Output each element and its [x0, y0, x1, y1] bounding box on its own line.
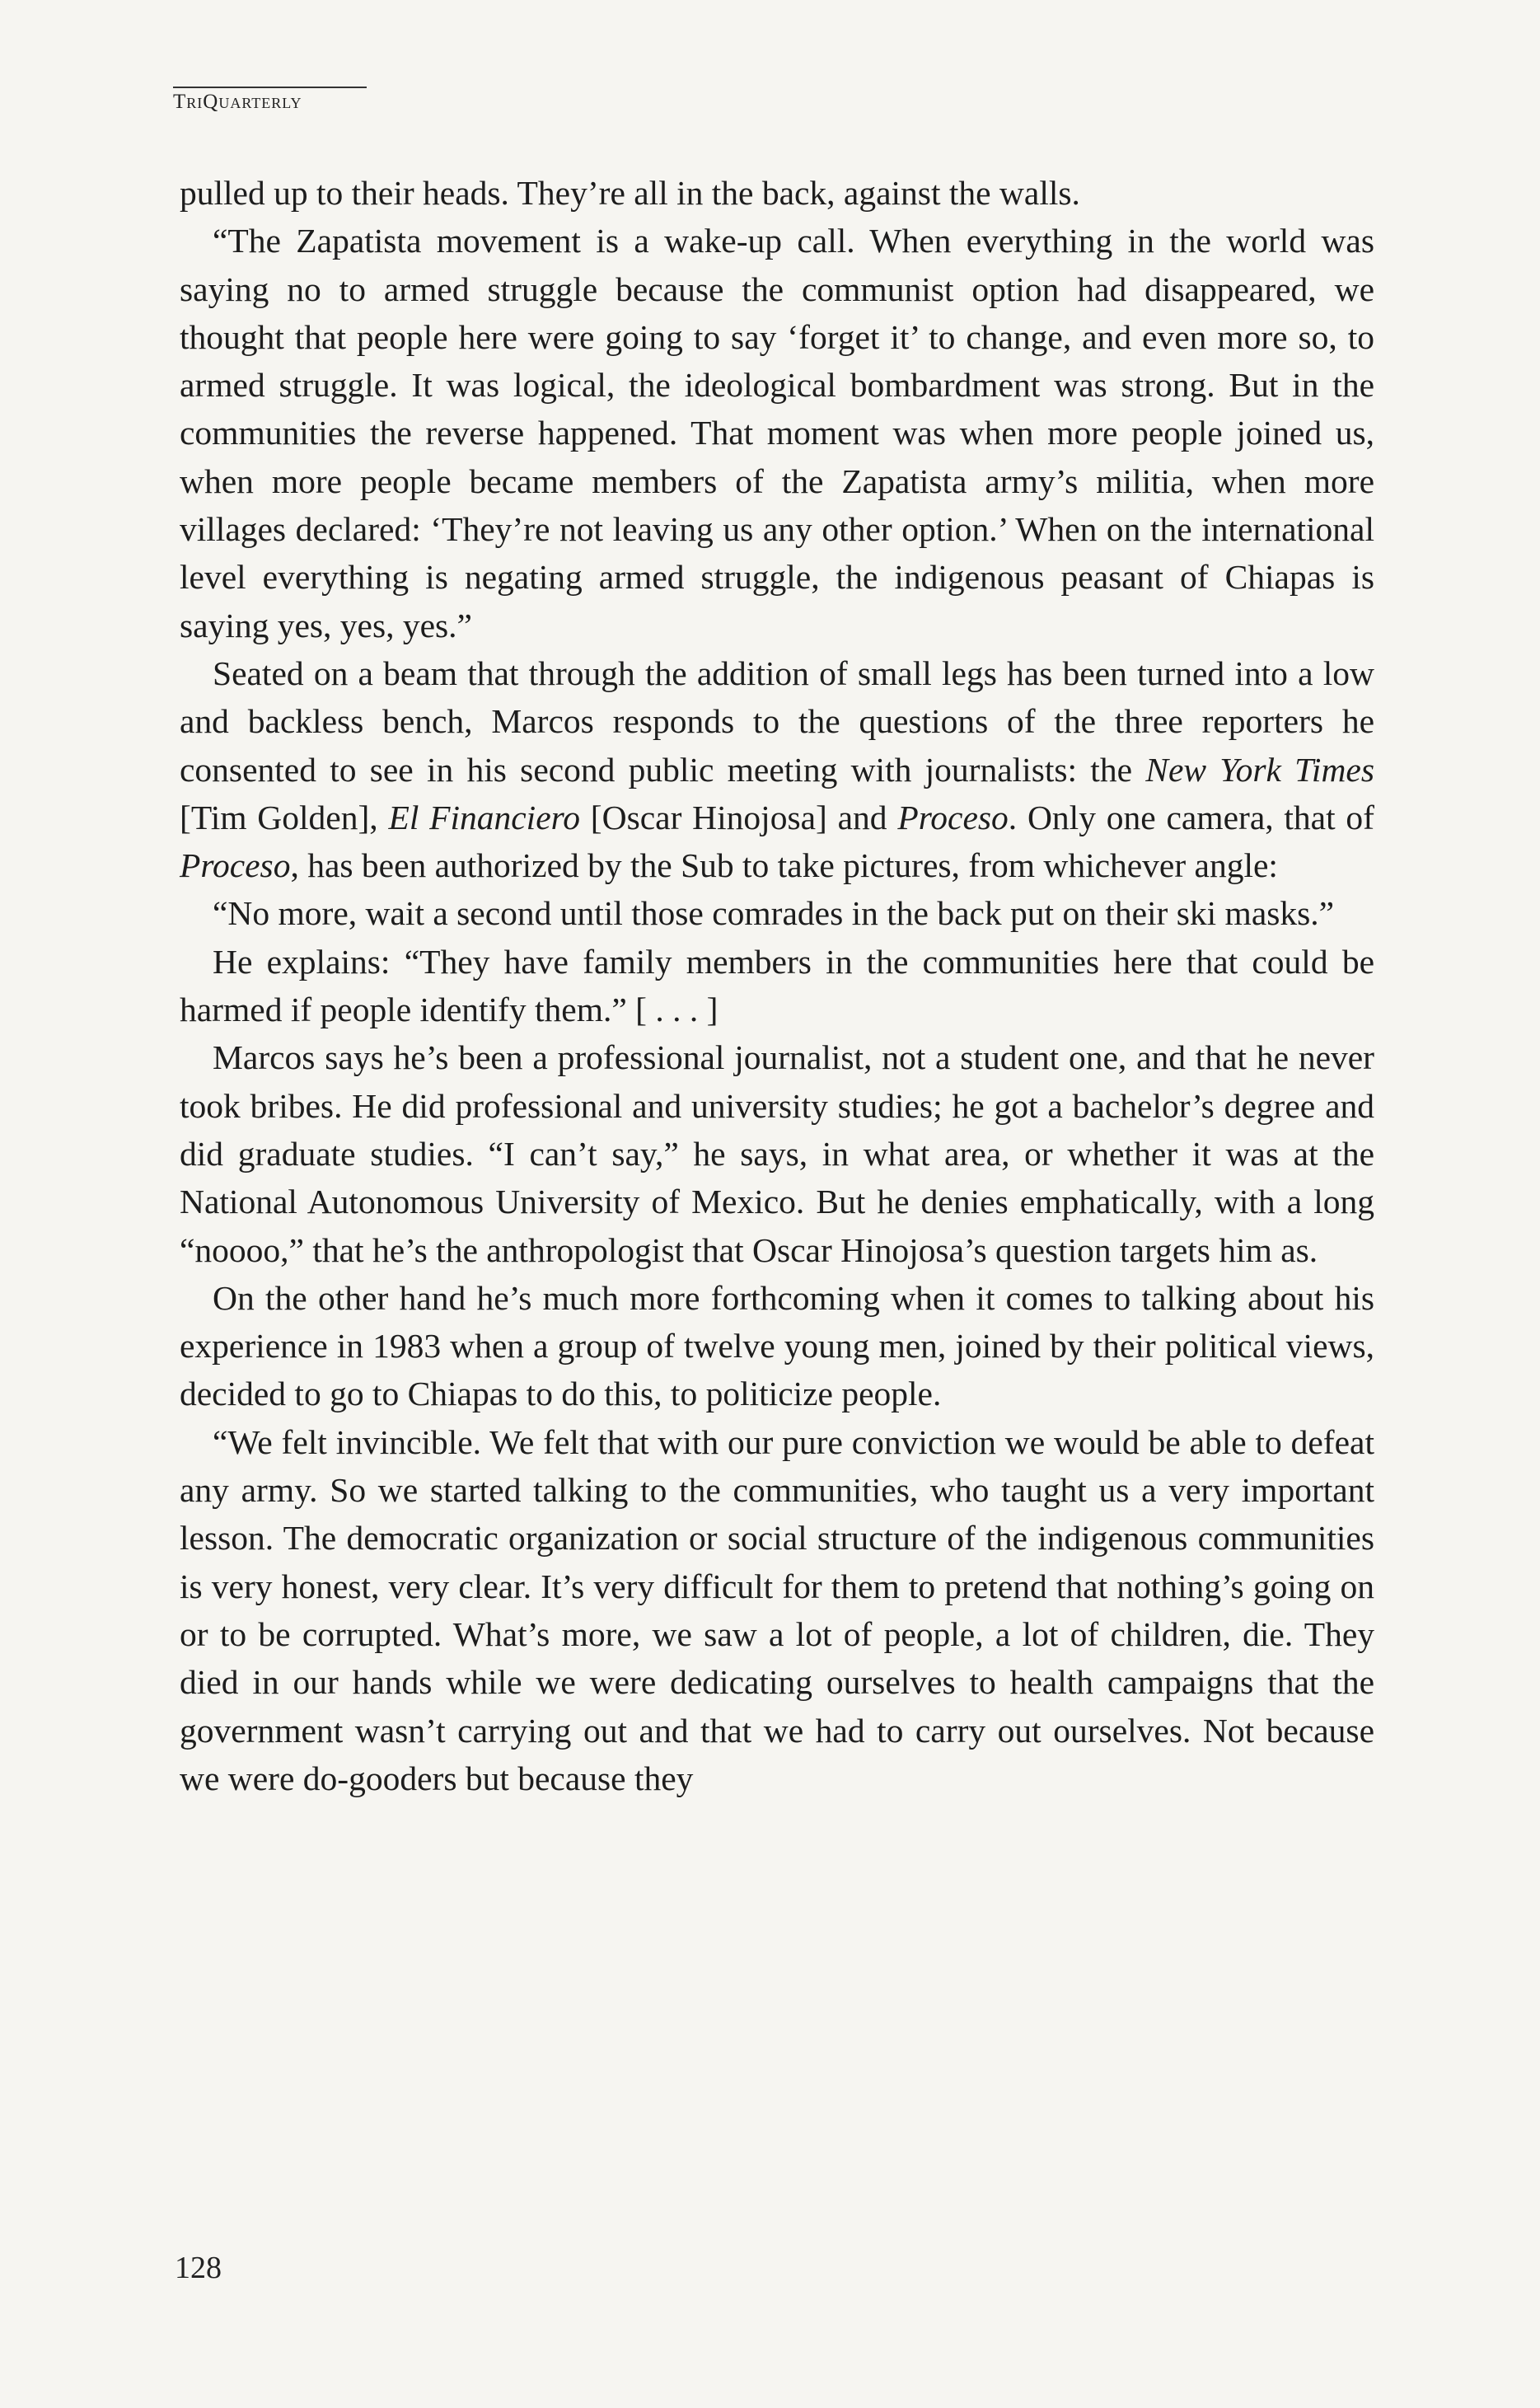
page-number: 128	[175, 2251, 222, 2285]
paragraph	[180, 1274, 1374, 1418]
text-run: . Only one camera, that of	[1008, 798, 1374, 836]
text-run: On the other hand he’s much more forthcoming when it comes to talking about his experience in 1983 when a group of twelve young men, joined by their political views, decided to go to Chiapas to do this, to politicize people.	[180, 1278, 1374, 1413]
running-head: TriQuarterly	[173, 91, 302, 113]
paragraph	[180, 1418, 1374, 1802]
body-text	[180, 169, 1374, 1802]
text-run: [Oscar Hinojosa] and	[580, 798, 898, 836]
paragraph	[180, 169, 1374, 217]
italic-title: El Financiero	[388, 798, 580, 836]
italic-title: Proceso	[180, 846, 291, 885]
text-run: “We felt invincible. We felt that with our pure conviction we would be able to defeat any army. So we started talking to the communities, who taught us a very important lesson. The democratic organization or social structure of the indigenous communities is very honest, very clear. It’s very difficult for them to pretend that nothing’s going on or to be corrupted. What’s more, we saw a lot of people, a lot of children, die. They died in our hands while we were dedicating ourselves to health campaigns that the government wasn’t carrying out and that we had to carry out ourselves. Not because we were do-gooders but because they	[180, 1422, 1374, 1797]
paragraph	[180, 1033, 1374, 1273]
text-run: He explains: “They have family members in the communities here that could be harmed if people identify them.” [ . . . ]	[180, 942, 1374, 1029]
paragraph	[180, 889, 1374, 937]
paragraph	[180, 649, 1374, 889]
text-run: “The Zapatista movement is a wake-up call. When everything in the world was saying no to armed struggle because the communist option had disappeared, we thought that people here were going to say ‘forget it’ to change, and even more so, to armed struggle. It was logical, the ideological bombardment was strong. But in the communities the reverse happened. That moment was when more people joined us, when more people became members of the Zapatista army’s militia, when more villages declared: ‘They’re not leaving us any other option.’ When on the international level everything is negating armed struggle, the indigenous peasant of Chiapas is saying yes, yes, yes.”	[180, 222, 1374, 644]
italic-title: New York Times	[1145, 750, 1374, 789]
text-run: [Tim Golden],	[180, 798, 389, 836]
running-head-rule	[173, 87, 367, 88]
paragraph	[180, 217, 1374, 649]
text-run: pulled up to their heads. They’re all in the back, against the walls.	[180, 174, 1080, 212]
text-run: Marcos says he’s been a professional journalist, not a student one, and that he never took bribes. He did professional and university studies; he got a bachelor’s degree and did graduate studies. “I can’t say,” he says, in what area, or whether it was at the National Autonomous University of Mexico. But he denies emphatically, with a long “noooo,” that he’s the anthropologist that Oscar Hinojosa’s question targets him as.	[180, 1038, 1374, 1269]
text-run: Seated on a beam that through the addition of small legs has been turned into a low and backless bench, Marcos responds to the questions of the three reporters he consented to see in his second public meeting with journalists: the	[180, 654, 1374, 789]
paragraph	[180, 938, 1374, 1034]
text-run: , has been authorized by the Sub to take pictures, from whichever angle:	[290, 846, 1278, 885]
text-run: “No more, wait a second until those comrades in the back put on their ski masks.”	[213, 894, 1335, 933]
italic-title: Proceso	[897, 798, 1009, 836]
